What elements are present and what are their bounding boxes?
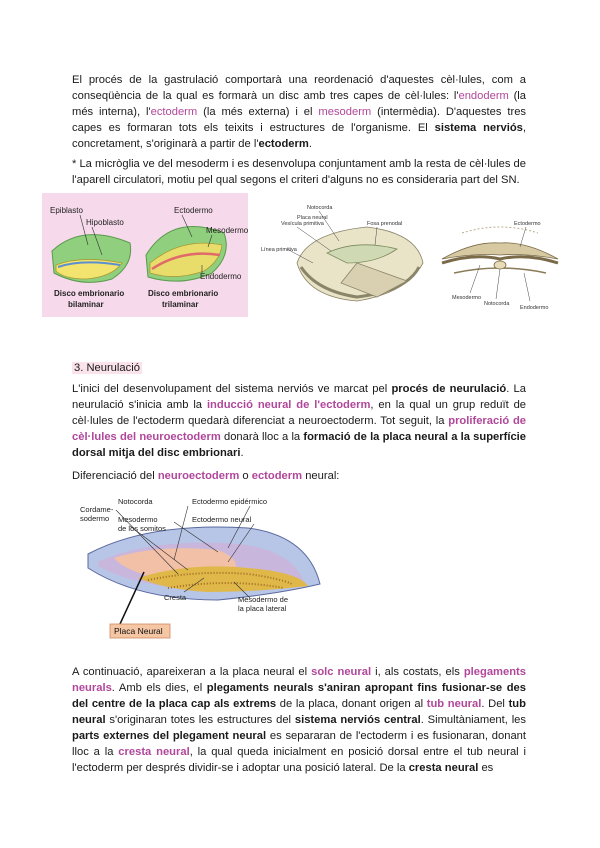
text: es separaran de l'ectoderm i es fusionaran, donant lloc a la: [72, 730, 526, 758]
label-notocorda: Notocorda: [118, 497, 153, 506]
term-fusio-plegaments: plegaments neurals s'aniran apropant fins fusionar-se des del centre de la placa cap als extrems: [72, 682, 526, 710]
label-endodermo: Endodermo: [200, 272, 242, 281]
term-cresta-neural-bold: cresta neural: [408, 762, 479, 774]
term-solc-neural: solc neural: [311, 666, 372, 678]
term-formacio-placa: formació de la placa neural a la superfície dorsal mitja del disc embrionari: [72, 431, 526, 459]
text: , concretament, s'originarà a partir de l': [72, 122, 527, 150]
label-mesodermo-somitos-1: Mesodermo: [118, 515, 158, 524]
text: (la més interna), l': [72, 90, 526, 118]
text: . Simultàniament, les: [420, 714, 526, 726]
label-linea: Línea primitiva: [261, 247, 297, 253]
text: .: [240, 447, 244, 459]
text: , en la qual un grup reduït de cèl·lules de l'ectoderm quedarà diferenciat a neuroectoderm. Tot seguit, la: [72, 399, 527, 427]
section-title: 3. Neurulació: [74, 362, 140, 374]
paragraph-neural-tube: [72, 664, 526, 776]
label-mesodermo: Mesodermo: [452, 295, 482, 301]
label-meso-lateral-1: Mesodermo de: [238, 595, 289, 604]
label-ectodermo: Ectodermo: [174, 206, 213, 215]
text: i, als costats, els: [371, 666, 464, 678]
term-induccio-neural: inducció neural de l'ectoderm: [206, 399, 371, 411]
paragraph-neurulation: [72, 381, 526, 461]
text: . La neurulació s'inicia amb la: [72, 383, 527, 411]
label-ecto-neural: Ectodermo neural: [192, 515, 252, 524]
label-notocorda: Notocorda: [307, 205, 333, 211]
text: neural:: [302, 470, 340, 482]
text: (la més externa) i el: [197, 106, 319, 118]
figure-cross-section: [434, 193, 564, 317]
term-tub-neural-bold: tub neural: [72, 698, 526, 726]
term-mesoderm: mesoderm: [318, 106, 372, 118]
paragraph-microglia-note: * La micròglia ve del mesoderm i es desenvolupa conjuntament amb la resta de cèl·lules de l'aparell circulatori, motiu pel qual segons el criteri d'alguns no es consideraria part del SN.: [72, 158, 526, 186]
term-parts-externes: parts externes del plegament neural: [72, 730, 267, 742]
label-placa-neural: Placa Neural: [114, 626, 163, 636]
text: L'inici del desenvolupament del sistema nerviós ve marcat pel: [72, 383, 392, 395]
text: . Amb els dies, el: [111, 682, 207, 694]
label-endodermo: Endodermo: [520, 305, 549, 311]
caption-trilaminar-2: trilaminar: [162, 300, 199, 309]
label-ectodermo: Ectodermo: [514, 221, 541, 227]
text: . Del: [481, 698, 509, 710]
label-cordamesodermo-2: sodermo: [80, 514, 110, 523]
label-fosa: Fosa prenodal: [367, 221, 403, 227]
label-mesodermo: Mesodermo: [206, 226, 248, 235]
label-ecto-epidermico: Ectodermo epidérmico: [192, 497, 268, 506]
label-cresta: Cresta: [164, 593, 187, 602]
label-cordamesodermo-1: Cordame-: [80, 505, 114, 514]
caption-bilaminar-2: bilaminar: [68, 300, 104, 309]
term-plegaments-neurals: plegaments neurals: [72, 666, 526, 694]
term-sistema-nervios: sistema nerviós: [434, 122, 523, 134]
text: El procés de la gastrulació comportarà una reordenació d'aquestes cèl·lules, com a conseqüència de la qual es formarà un disc amb tres capes de cèl·lules: l': [72, 74, 526, 102]
term-neuroectoderm: neuroectoderm: [157, 470, 240, 482]
text: o: [239, 470, 252, 482]
term-proliferacio: proliferació de cèl·lules del neuroectoderm: [72, 415, 526, 443]
figure-neural-plate-3d: [257, 193, 431, 317]
caption-bilaminar-1: Disco embrionario: [54, 289, 125, 298]
text: de la placa, donant origen al: [276, 698, 427, 710]
text: (intermèdia). D'aquestes tres capes es formaran tots els teixits i estructures de l'organisme. El: [72, 106, 527, 134]
label-placa: Placa neural: [297, 215, 328, 221]
caption-trilaminar-1: Disco embrionario: [148, 289, 219, 298]
paragraph-gastrulation: [72, 72, 526, 152]
label-notocorda: Notocorda: [484, 301, 510, 307]
text: Diferenciació del: [72, 470, 158, 482]
text: .: [308, 138, 312, 150]
text: es: [478, 762, 494, 774]
term-ectoderm: ectoderm: [150, 106, 198, 118]
term-snc: sistema nerviós central: [294, 714, 421, 726]
label-epiblasto: Epiblasto: [50, 206, 83, 215]
label-meso-lateral-2: la placa lateral: [238, 604, 287, 613]
label-vesicula: Vesícula primitiva: [281, 221, 324, 227]
term-proces-neurulacio: procés de neurulació: [391, 383, 507, 395]
term-endoderm: endoderm: [458, 90, 509, 102]
term-ectoderm: ectoderm: [251, 470, 303, 482]
text: , la qual queda inicialment en posició dorsal entre el tub neural i l'ectoderm per després dividir-se i adoptar una posició lateral. De la: [72, 746, 527, 774]
text: A continuació, apareixeran a la placa neural el: [72, 666, 312, 678]
label-mesodermo-somitos-2: de los somitos: [118, 524, 166, 533]
term-cresta-neural: cresta neural: [118, 746, 190, 758]
paragraph-differentiation: [72, 468, 526, 484]
text: s'originaran totes les estructures del: [105, 714, 295, 726]
figure-neural-plate: [78, 492, 338, 642]
figure-embryonic-disc: [42, 193, 248, 317]
text: donarà lloc a la: [220, 431, 304, 443]
term-ectoderm-bold: ectoderm: [258, 138, 309, 150]
term-tub-neural: tub neural: [426, 698, 482, 710]
label-hipoblasto: Hipoblasto: [86, 218, 124, 227]
